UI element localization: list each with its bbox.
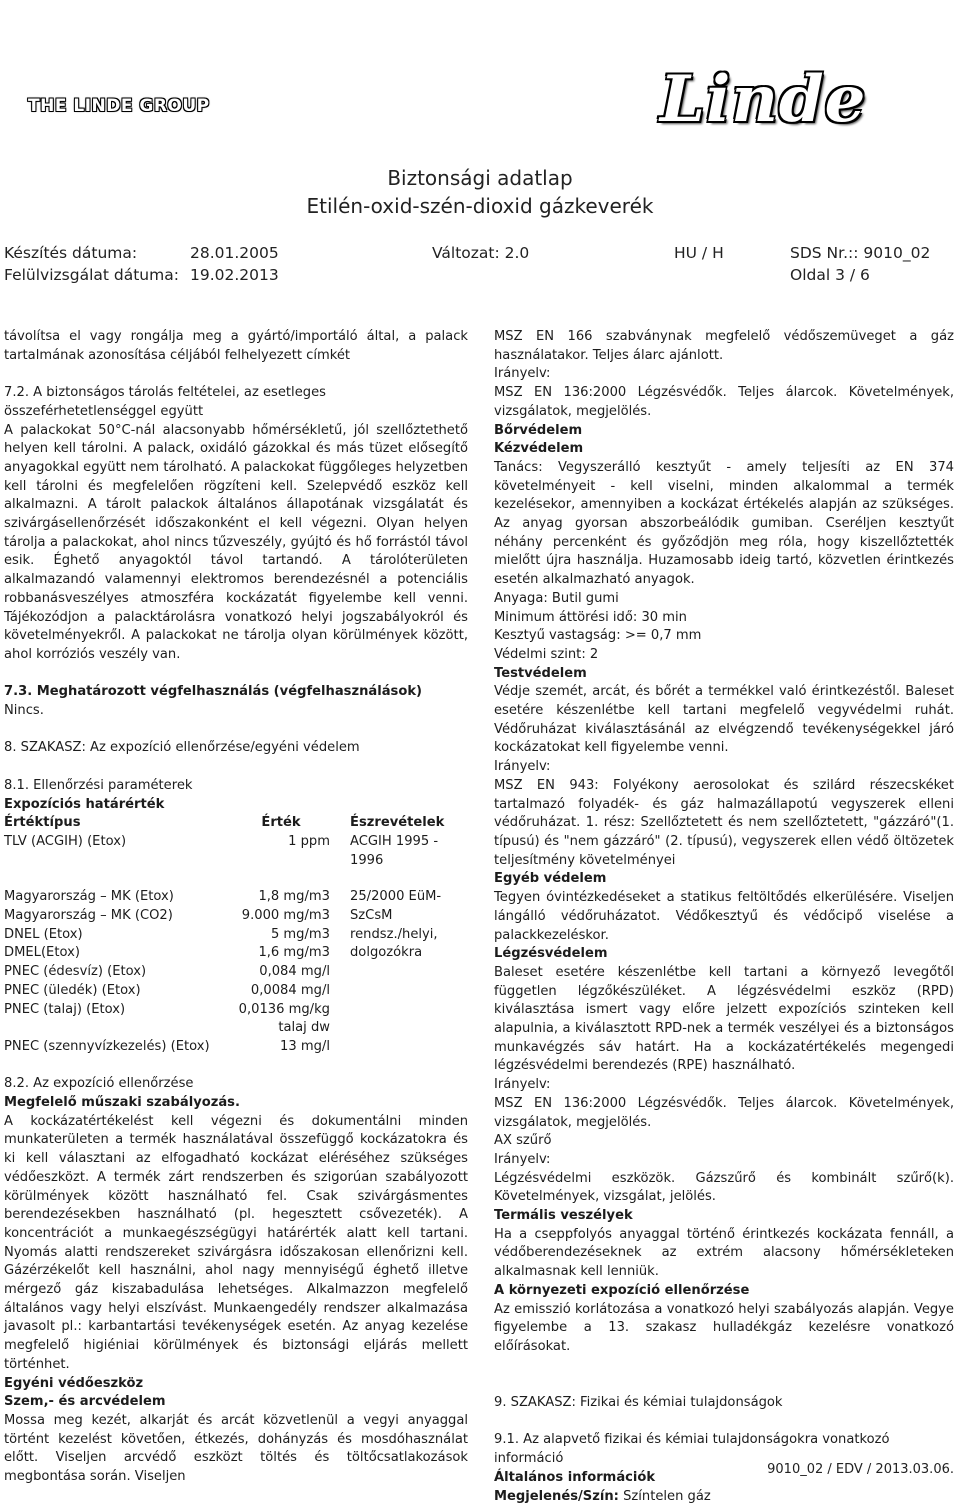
- section-8-1-title: 8.1. Ellenőrzési paraméterek: [4, 777, 193, 793]
- skin-protection-title: Bőrvédelem: [494, 422, 583, 438]
- directive-label: Irányelv:: [494, 1077, 551, 1093]
- body-protection-standard: MSZ EN 943: Folyékony aerosolokat és szilárd részecskéket tartalmazó folyadék- és gáz halmazállapotú vegyszerek elleni védőruházat. 1. rész: Szellőztetett és nem szellőztetett, "gázzáró"(1. típusú) és "nem gázzáró" (2. típusú), vegyszerek ellen védő öltözetek teljesítmény követelményei: [494, 777, 954, 868]
- linde-group-logo: THE LINDE GROUP: [28, 96, 210, 116]
- body-protection-text: Védje szemét, arcát, és bőrét a termékkel való érintkezéstől. Baleset esetére készenlétbe kell tartani megfelelő vegyvédelmi ruhát. Védőruházat kiválasztásánál az elvégzendő tevékenységekkel járó kockázatokat kell figyelembe venni.: [494, 684, 954, 756]
- limit-type: Magyarország – MK (Etox): [4, 889, 174, 905]
- general-information-title: Általános információk: [494, 1469, 656, 1485]
- respirator-standard: MSZ EN 136:2000 Légzésvédők. Teljes álarcok. Követelmények, vizsgálatok, megjelölés.: [494, 385, 954, 419]
- other-protection-text: Tegyen óvintézkedéseket a statikus feltöltődés elkerülésére. Viseljen lángálló védőruházatot. Védőkesztyű és védőcipő viselése a palackkezeléskor.: [494, 890, 954, 943]
- footer-code: 9010_02 / EDV / 2013.03.06.: [767, 1462, 954, 1477]
- limit-remark: dolgozókra: [350, 945, 423, 961]
- eye-protection-standard: MSZ EN 166 szabványnak megfelelő védőszemüveget a gáz használatakor. Teljes álarc ajánlott.: [494, 329, 954, 363]
- table-row: [4, 907, 468, 926]
- exposure-limits-title: Expozíciós határérték: [4, 796, 165, 812]
- limit-value: 13 mg/l: [280, 1038, 330, 1054]
- revised-date: 19.02.2013: [190, 266, 279, 284]
- document-title: Biztonsági adatlap: [387, 166, 573, 190]
- limit-type: TLV (ACGIH) (Etox): [4, 833, 127, 849]
- limit-type: DMEL(Etox): [4, 945, 80, 961]
- respiratory-protection-title: Légzésvédelem: [494, 946, 608, 962]
- section-7-2-text: A palackokat 50°C-nál alacsonyabb hőmérsékletű, jól szellőztethető helyen kell tárolni. A palack, oxidáló gázokkal és más tüzet elősegítő anyagokkal együtt nem tárolható. A palackokat függőleges helyzetben kell tárolni és megfelelően rögzíteni kell. Szelepvédő eszköz kell alkalmazni. A tárolt palackok általános állapotának vizsgálatát és szivárgásellenőrzését időszakonként el kell végezni. Olyan helyen tárolja a palackokat, ahol nincs tűzveszély, gyújtó és hő forrástól távol esik. Éghető anyagoktól távol tartandó. A tárolóterületen alkalmazandó valamennyi elektromos berendezésnél a potenciális robbanásveszélyes atmoszféra kockázatát figyelembe kell venni. Tájékozódjon a palacktárolásra vonatkozó helyi jogszabályokról és követelményekről. A palackokat ne tárolja olyan körülmények között, ahol korróziós veszély van.: [4, 422, 468, 662]
- linde-logo: Linde: [660, 62, 867, 137]
- filter-standard: Légzésvédelmi eszközök. Gázszűrő és kombinált szűrő(k). Követelmények, vizsgálat, jelölés.: [494, 1170, 954, 1205]
- engineering-controls-text: A kockázatértékelést kell végezni és dokumentálni minden munkaterületen a termék használatával összefüggő kockázatokra és ki kell választani az elfogadható kockázat eléréséhez szükséges védőeszközt. A termék zárt rendszerben és szigorúan szabályozott körülmények között használható fel. Csak szivárgásmentes berendezésekben használható (pl. hegesztett csővezeték). A koncentrációt a munkaegészségügyi határérték alatt kell tartani. Nyomás alatti rendszereket szivárgásra időszakosan ellenőrizni kell. Gázérzékelőt kell használni, ahol nagy mennyiségű éghető illetve mérgező gáz kiszabadulása lehetséges. Alkalmazzon megfelelő általános vagy helyi elszívást. Munkaengedély rendszer alkalmazása javasolt pl.: karbantartási tevékenységek esetén. Az anyag kezelése megfelelő higiéniai körülmények és biztonsági eljárás mellett történhet.: [4, 1113, 468, 1372]
- limit-remark: 25/2000 EüM-: [350, 889, 442, 905]
- limit-value: 1,6 mg/m3: [258, 945, 330, 961]
- eye-protection-title: Szem,- és arcvédelem: [4, 1394, 166, 1410]
- limit-remark: [330, 982, 468, 1001]
- limit-remark: rendsz./helyi,: [350, 926, 438, 942]
- limit-value: 1 ppm: [288, 833, 330, 849]
- paragraph-label-removal: távolítsa el vagy rongálja meg a gyártó/importáló által, a palack tartalmának azonosítása céljából felhelyezett címkét: [4, 329, 468, 363]
- limit-type: DNEL (Etox): [4, 926, 83, 942]
- glove-material: Anyaga: Butil gumi: [494, 590, 619, 606]
- revised-label: Felülvizsgálat dátuma:: [4, 266, 179, 284]
- limit-value: 1,8 mg/m3: [258, 889, 330, 905]
- section-7-3-text: Nincs.: [4, 703, 44, 719]
- version: Változat: 2.0: [432, 244, 530, 262]
- limit-value: 0,0084 mg/l: [250, 982, 330, 998]
- limit-value: 9.000 mg/m3: [241, 908, 330, 924]
- limit-remark: [330, 1038, 468, 1057]
- limit-remark: ACGIH 1995 - 1996: [350, 833, 439, 868]
- glove-protection-level: Védelmi szint: 2: [494, 646, 599, 662]
- limit-value: 5 mg/m3: [270, 926, 330, 942]
- created-label: Készítés dátuma:: [4, 244, 138, 262]
- hand-protection-text: Tanács: Vegyszerálló kesztyűt - amely teljesíti az EN 374 követelményeit - kell viselni, minden alkalommal a termék kezelésekor, amennyiben a kockázat értékelés alapján az szükséges. Az anyag gyorsan abszorbeálódik gumiban. Cseréljen kesztyűt néhány percenként és győződjön meg róla, hogy kiszellőztették mielőtt újra használja. Huzamosabb ideig tartó, közvetlen érintkezés esetén alkalmazható anyagok.: [494, 459, 954, 588]
- limit-type: PNEC (édesvíz) (Etox): [4, 964, 147, 980]
- body-protection-title: Testvédelem: [494, 665, 587, 681]
- created-date: 28.01.2005: [190, 244, 279, 262]
- table-row: [4, 1001, 468, 1038]
- appearance-value: Színtelen gáz: [623, 1488, 711, 1504]
- right-column: [494, 328, 954, 1506]
- appearance-label: Megjelenés/Szín:: [494, 1488, 619, 1504]
- limit-remark: SzCsM: [350, 908, 393, 924]
- sds-number: SDS Nr.:: 9010_02: [790, 244, 931, 262]
- limit-value: 0,0136 mg/kg talaj dw: [238, 1001, 330, 1036]
- table-row: [4, 888, 468, 907]
- exposure-limits-table: [4, 814, 468, 1056]
- table-row: [4, 833, 468, 870]
- thermal-hazards-text: Ha a cseppfolyós anyaggal történő érintkezés kockázata fennáll, a védőberendezéseknek az extrém alacsony hőmérsékleteken alkalmasnak kell lenniük.: [494, 1226, 954, 1280]
- directive-label: Irányelv:: [494, 366, 551, 382]
- left-column: [4, 328, 468, 1487]
- section-7-2-title: 7.2. A biztonságos tárolás feltételei, az esetleges összeférhetetlenséggel együtt: [4, 385, 326, 419]
- section-9-1-title: 9.1. Az alapvető fizikai és kémiai tulajdonságokra vonatkozó információ: [494, 1432, 890, 1467]
- limit-type: PNEC (szennyvízkezelés) (Etox): [4, 1038, 210, 1054]
- hand-protection-title: Kézvédelem: [494, 441, 584, 457]
- limit-remark: [330, 963, 468, 982]
- table-row: [4, 926, 468, 945]
- section-7-3-title: 7.3. Meghatározott végfelhasználás (végfelhasználások): [4, 684, 423, 700]
- respiratory-protection-text: Baleset esetére készenlétbe kell tartani a környező levegőtől független légzőkészüléket. A légzésvédelmi eszköz (RPD) kiválasztása ismert vagy előre jelzett expozíciós szinteken kell alapulnia, a kiválasztott RPD-nek a termék veszélyei és a biztonságos munkavégzés sáv határt. Ha a kockázatértékelés megengedi légzésvédelmi berendezés (RPE) használható.: [494, 964, 954, 1074]
- section-8-title: 8. SZAKASZ: Az expozíció ellenőrzése/egyéni védelem: [4, 740, 360, 756]
- column-header-type: Értéktípus: [4, 815, 81, 831]
- column-header-remarks: Észrevételek: [350, 815, 445, 831]
- table-row: [4, 1038, 468, 1057]
- header-band: [0, 0, 960, 140]
- limit-remark: [330, 1001, 468, 1038]
- limit-type: PNEC (talaj) (Etox): [4, 1001, 126, 1017]
- country-code: HU / H: [674, 244, 724, 262]
- appearance-row: [494, 1488, 954, 1506]
- table-row: [4, 982, 468, 1001]
- environmental-exposure-text: Az emisszió korlátozása a vonatkozó helyi szabályozás alapján. Vegye figyelembe a 13. szakasz hulladékgáz kezelésre vonatkozó előírásokat.: [494, 1301, 954, 1354]
- product-name: Etilén-oxid-szén-dioxid gázkeverék: [306, 194, 654, 218]
- directive-label: Irányelv:: [494, 1151, 551, 1167]
- table-header-row: [4, 814, 468, 833]
- thermal-hazards-title: Termális veszélyek: [494, 1208, 633, 1224]
- page-number: Oldal 3 / 6: [790, 266, 870, 284]
- other-protection-title: Egyéb védelem: [494, 871, 607, 887]
- glove-thickness: Kesztyű vastagság: >= 0,7 mm: [494, 628, 702, 644]
- limit-type: Magyarország – MK (CO2): [4, 908, 173, 924]
- limit-value: 0,084 mg/l: [259, 964, 330, 980]
- ppe-title: Egyéni védőeszköz: [4, 1375, 144, 1391]
- engineering-controls-title: Megfelelő műszaki szabályozás.: [4, 1095, 240, 1111]
- eye-protection-text: Mossa meg kezét, alkarját és arcát közvetlenül a vegyi anyaggal történt kezelést követően, étkezés, dohányzás és mosdóhasználat előtt. Viseljen arcvédő eszközt töltés és töltőcsatlakozások megbontása során. Viseljen: [4, 1413, 468, 1485]
- glove-breakthrough-time: Minimum áttörési idő: 30 min: [494, 609, 687, 625]
- section-8-2-title: 8.2. Az expozíció ellenőrzése: [4, 1076, 194, 1092]
- table-row: [4, 944, 468, 963]
- limit-type: PNEC (üledék) (Etox): [4, 982, 141, 998]
- directive-label: Irányelv:: [494, 759, 551, 775]
- filter-type: AX szűrő: [494, 1133, 552, 1149]
- respiratory-standard: MSZ EN 136:2000 Légzésvédők. Teljes álarcok. Követelmények, vizsgálatok, megjelölés.: [494, 1095, 954, 1130]
- section-9-title: 9. SZAKASZ: Fizikai és kémiai tulajdonságok: [494, 1395, 783, 1411]
- environmental-exposure-title: A környezeti expozíció ellenőrzése: [494, 1282, 750, 1298]
- table-row: [4, 963, 468, 982]
- column-header-value: Érték: [261, 815, 301, 831]
